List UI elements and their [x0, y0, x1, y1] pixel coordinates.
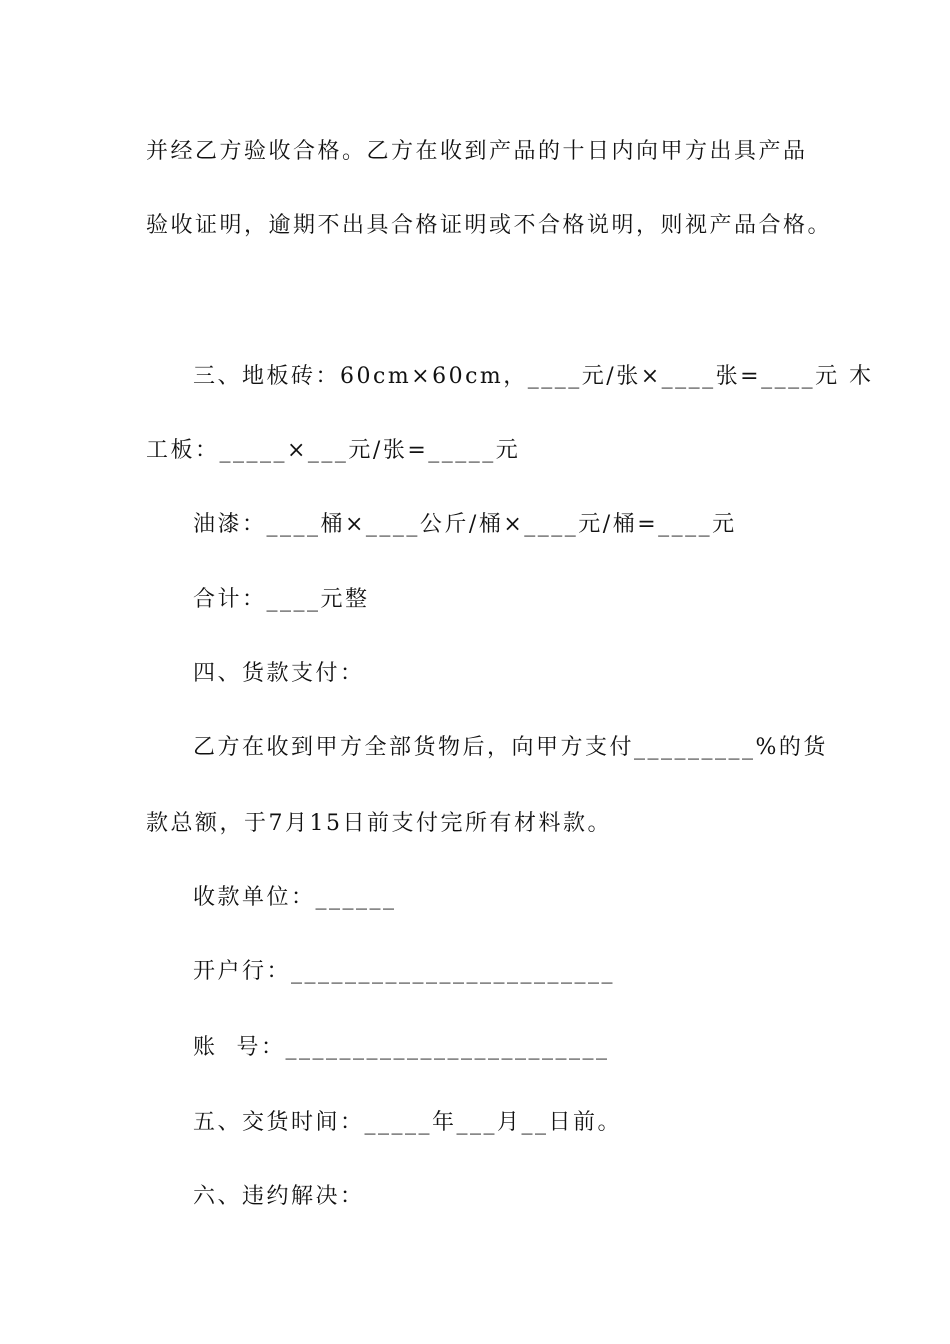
- section-3-line-2: 工板：_____×___元/张=_____元: [146, 438, 521, 463]
- payee-line: 收款单位：______: [193, 885, 397, 910]
- total-line: 合计：____元整: [193, 587, 370, 612]
- section-3-line-1: 三、地板砖：60cm×60cm，____元/张×____张=____元 木: [193, 364, 874, 389]
- paint-line: 油漆：____桶×____公斤/桶×____元/桶=____元: [193, 512, 737, 537]
- payment-line-1: 乙方在收到甲方全部货物后，向甲方支付_________%的货: [193, 735, 828, 760]
- bank-line: 开户行：________________________: [193, 959, 616, 984]
- account-line: 账 号：________________________: [193, 1035, 610, 1060]
- section-6-heading: 六、违约解决：: [193, 1184, 365, 1209]
- payment-line-2: 款总额，于7月15日前支付完所有材料款。: [146, 811, 612, 836]
- paragraph-line-2: 验收证明，逾期不出具合格证明或不合格说明，则视产品合格。: [146, 213, 833, 238]
- section-5-line: 五、交货时间：_____年___月__日前。: [193, 1110, 623, 1135]
- section-4-heading: 四、货款支付：: [193, 661, 365, 686]
- paragraph-line-1: 并经乙方验收合格。乙方在收到产品的十日内向甲方出具产品: [146, 139, 808, 164]
